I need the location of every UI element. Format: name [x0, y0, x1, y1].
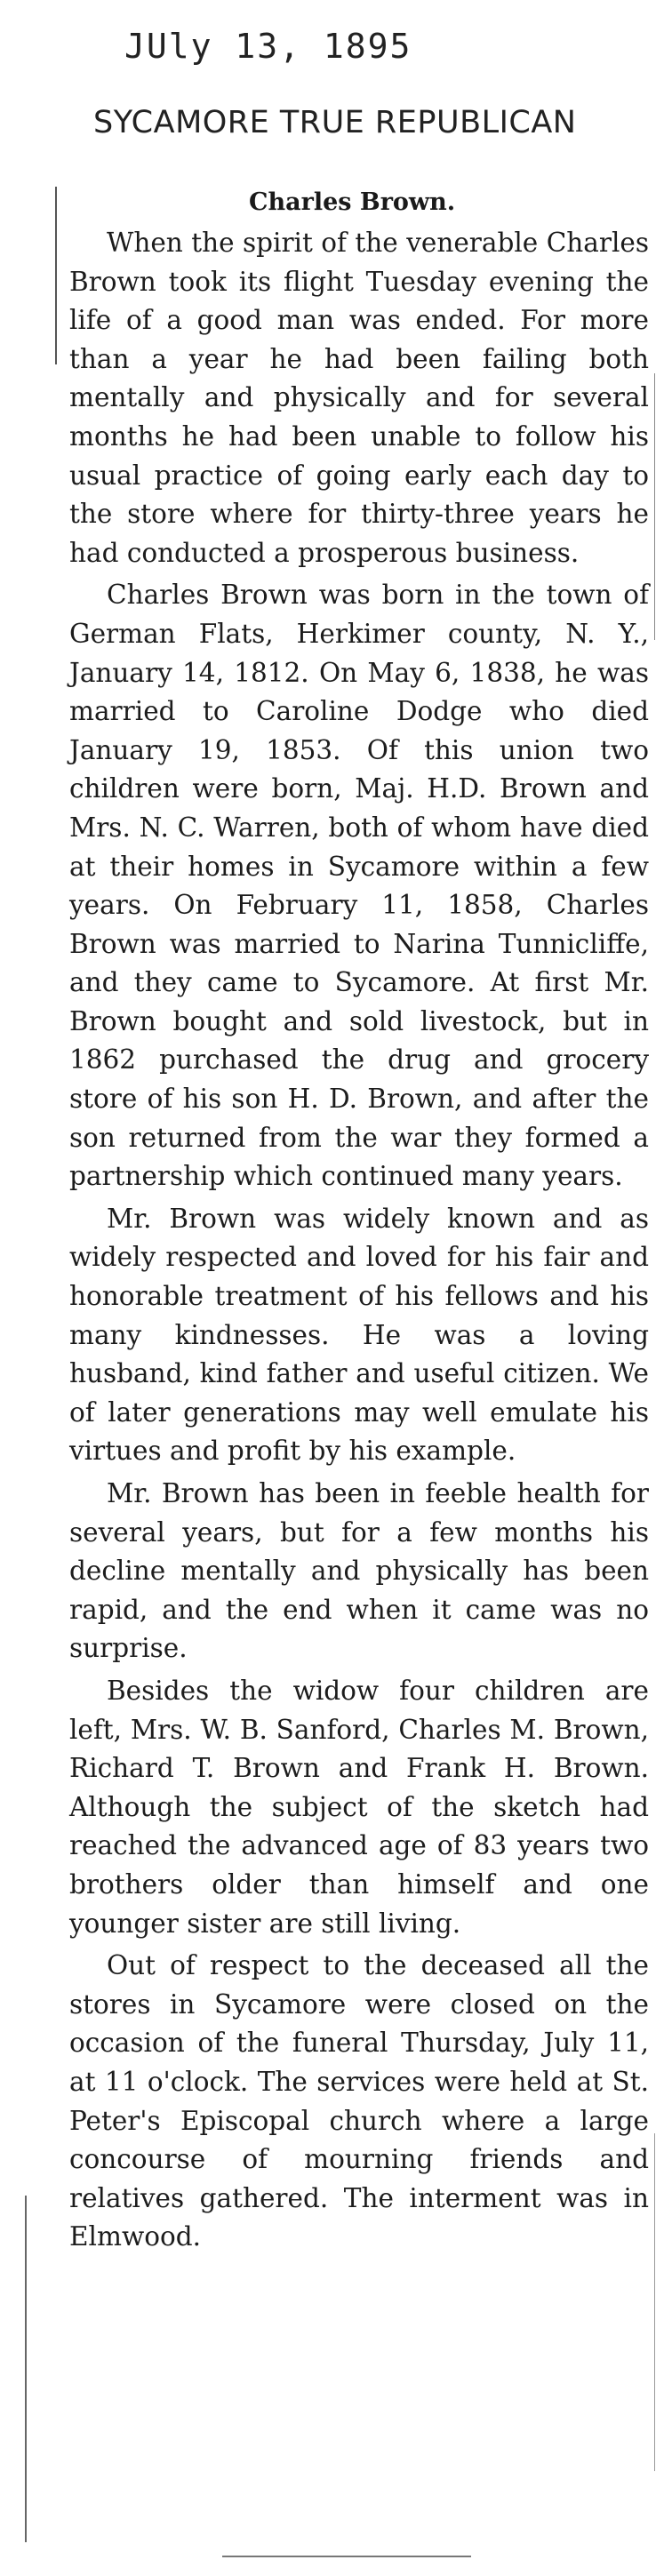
article-paragraph-5: Besides the widow four children are left, Mrs. W. B. Sanford, Charles M. Brown, Richard T. Brown and Frank H. Brown. Although the subject of the sketch had reached the advanced age of 83 years two brothers older than himself and one younger sister are still living.: [69, 1675, 649, 1939]
newspaper-name: SYCAMORE TRUE REPUBLICAN: [93, 105, 577, 140]
article-paragraph-3: Mr. Brown was widely known and as widely respected and loved for his fair and honorable treatment of his fellows and his many kindnesses. He was a loving husband, kind father and useful citizen. We of later generations may well emulate his virtues and profit by his example.: [69, 1203, 649, 1467]
article-paragraph-6: Out of respect to the deceased all the stores in Sycamore were closed on the occasion of the funeral Thursday, July 11, at 11 o'clock. The services were held at St. Peter's Episcopal church where a large concourse of mourning friends and relatives gathered. The interment was in Elmwood.: [69, 1950, 649, 2252]
clipping-edge-left-bottom: [25, 2196, 27, 2542]
clipping-edge-right-bottom: [654, 2133, 655, 2471]
article-paragraph-2: Charles Brown was born in the town of German Flats, Herkimer county, N. Y., January 14, 1812. On May 6, 1838, he was married to Caroline Dodge who died January 19, 1853. Of this union two children were born, Maj. H.D. Brown and Mrs. N. C. Warren, both of whom have died at their homes in Sycamore within a few years. On February 11, 1858, Charles Brown was married to Narina Tunnicliffe, and they came to Sycamore. At first Mr. Brown bought and sold livestock, but in 1862 purchased the drug and grocery store of his son H. D. Brown, and after the son returned from the war they formed a partnership which continued many years.: [69, 580, 649, 1192]
clipping-edge-right-top: [654, 373, 655, 640]
clipping-date: JUly 13, 1895: [124, 27, 412, 66]
article-title: Charles Brown.: [249, 188, 456, 216]
article-body: [69, 224, 649, 2257]
clipping-edge-bottom: [222, 2556, 471, 2557]
article-paragraph-4: Mr. Brown has been in feeble health for several years, but for a few months his decline mentally and physically has been rapid, and the end when it came was no surprise.: [69, 1478, 649, 1664]
article-paragraph-1: When the spirit of the venerable Charles Brown took its flight Tuesday evening the life of a good man was ended. For more than a year he had been failing both mentally and physically and for several months he had been unable to follow his usual practice of going early each day to the store where for thirty-three years he had conducted a prosperous business.: [69, 228, 649, 568]
clipping-edge-left-top: [55, 187, 57, 364]
